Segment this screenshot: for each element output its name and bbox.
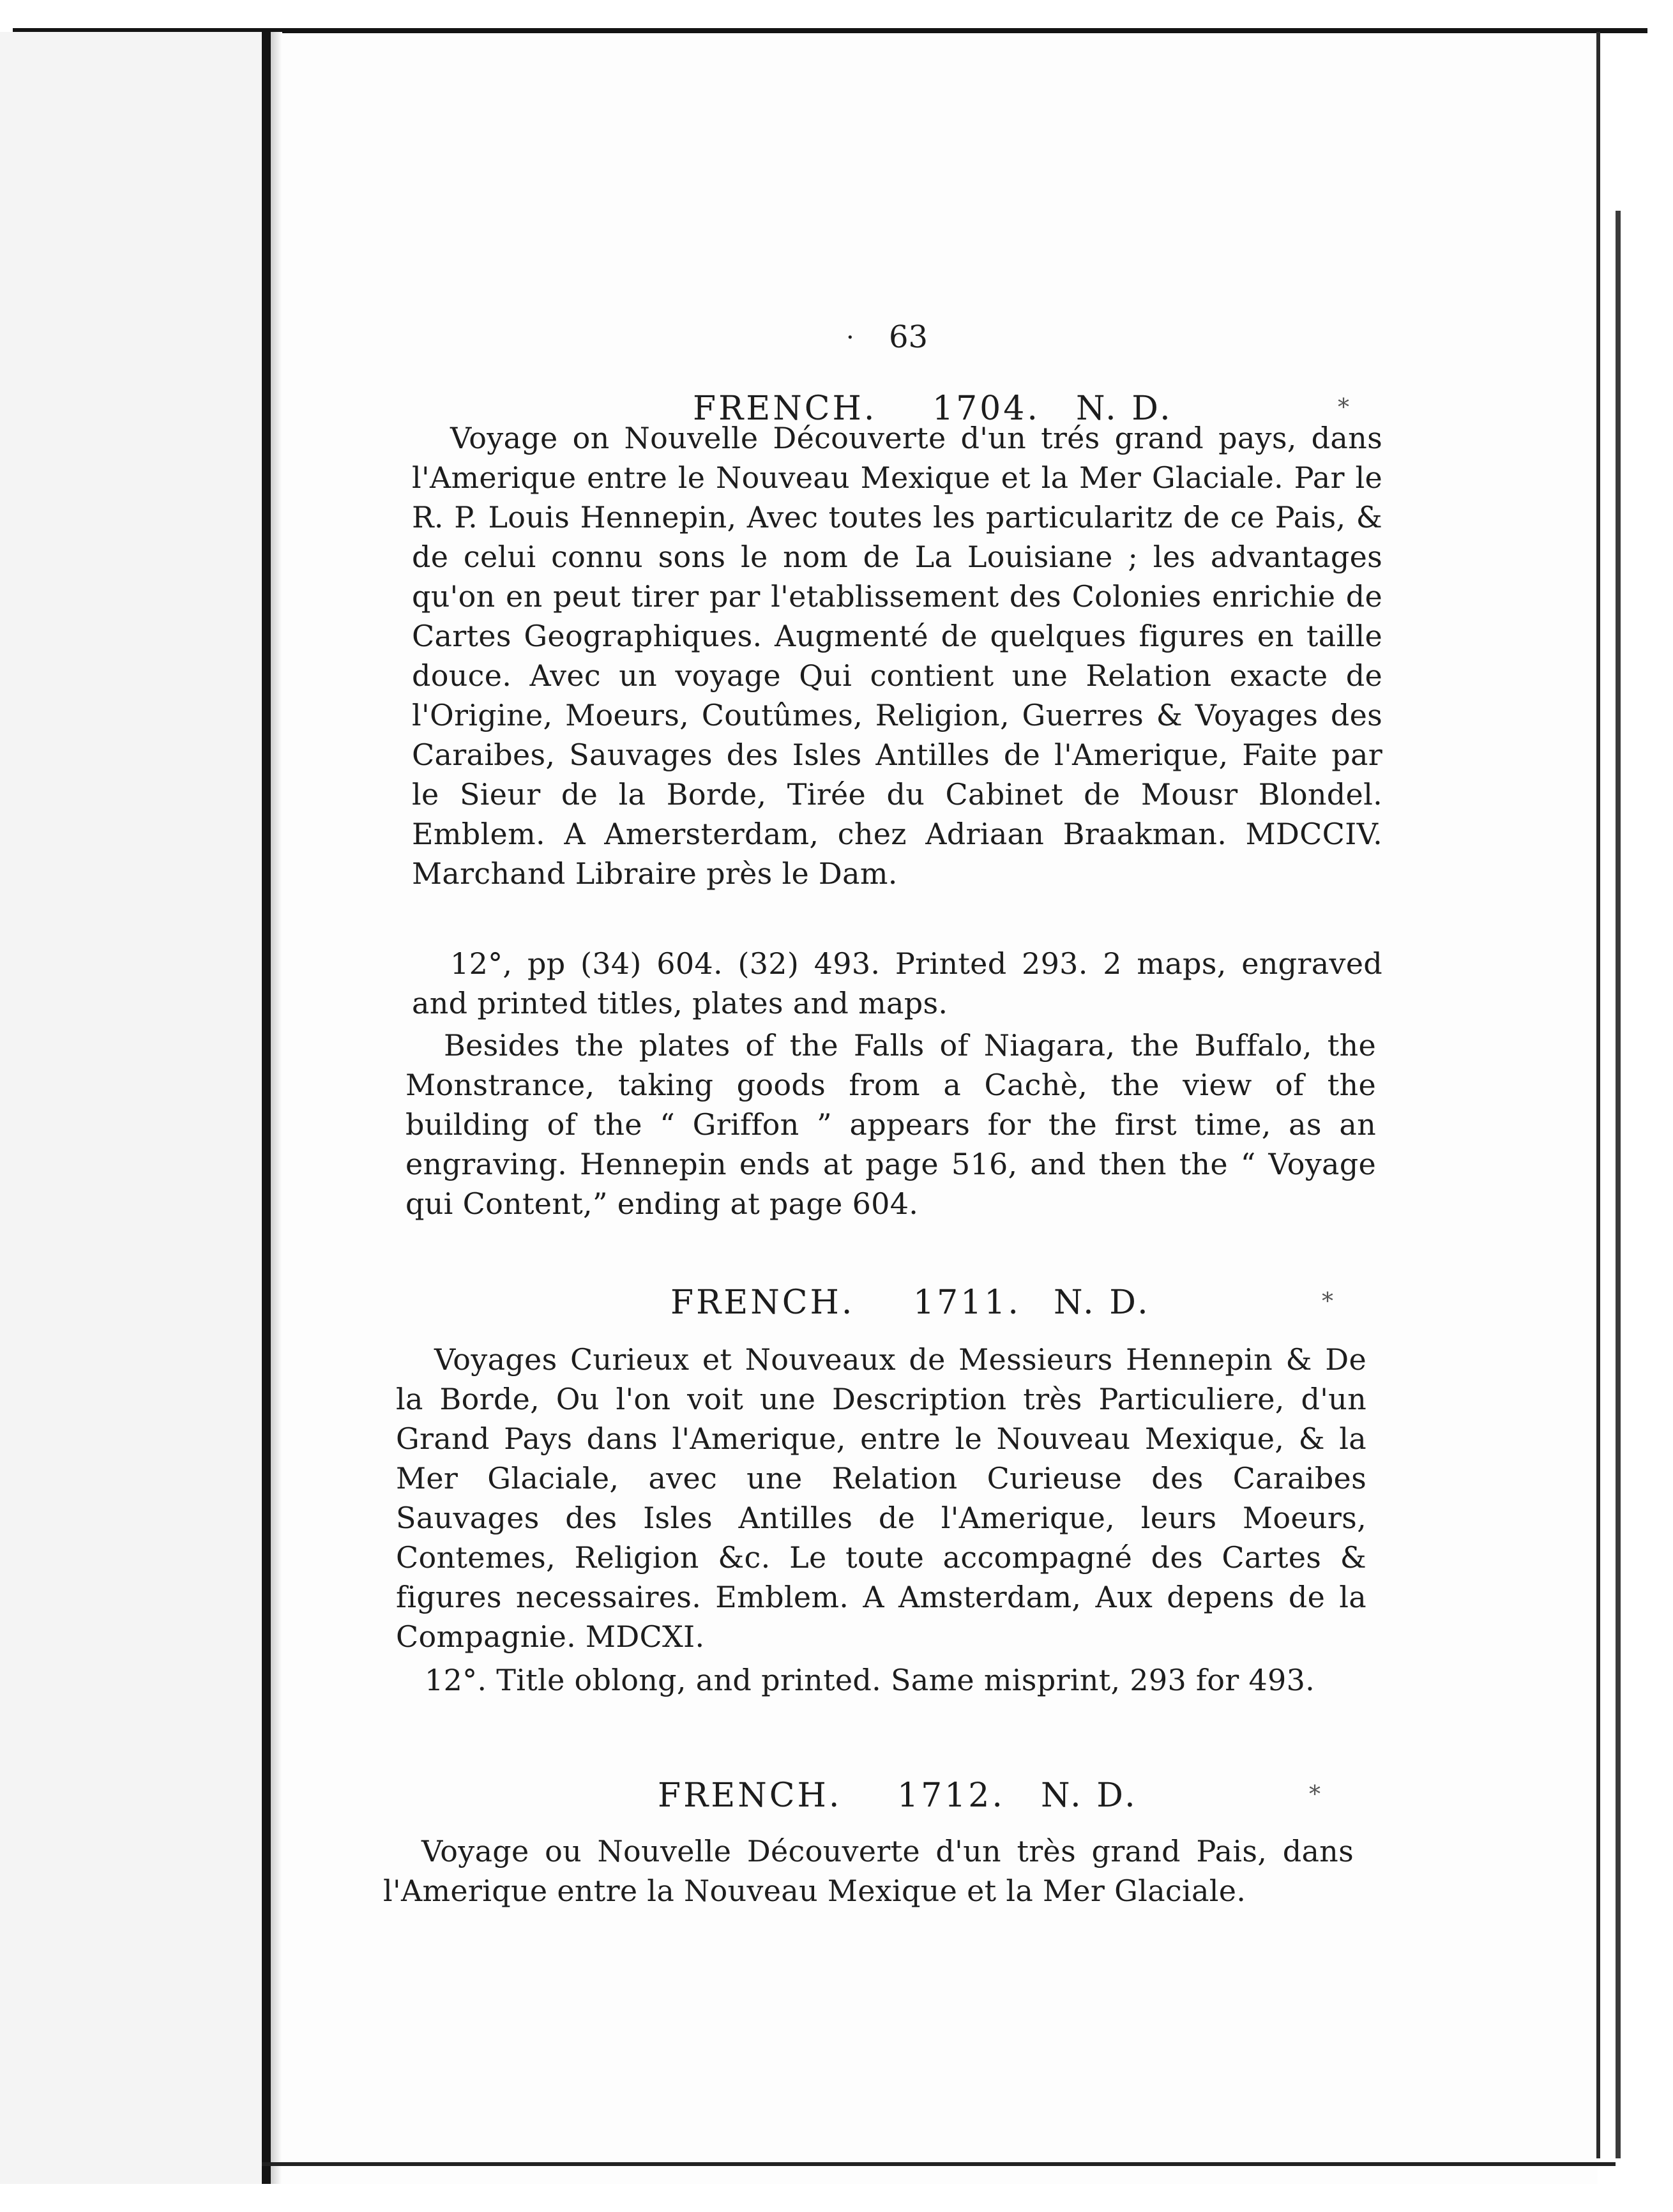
asterisk-mark: * xyxy=(1322,1289,1336,1315)
collation-note: 12°. Title oblong, and printed. Same misprint, 293 for 493. xyxy=(425,1663,1315,1697)
right-page-edge xyxy=(1596,32,1600,2158)
collation-note: 12°, pp (34) 604. (32) 493. Printed 293. 2 maps, engraved and printed titles, plates and maps. xyxy=(412,946,1382,1020)
bibliographic-entry: Voyage on Nouvelle Découverte d'un trés grand pays, dans l'Amerique entre le Nouveau Mexique et la Mer Glaciale. Par le R. P. Louis Hennepin, Avec toutes les particularitz de ce Pais, & de celui connu sons le nom de La Louisiane ; les advantages qu'on en peut tirer par l'etablissement des Colonies enrichie de Cartes Geographiques. Augmenté de quelques figures en taille douce. Avec un voyage Qui contient une Relation exacte de l'Origine, Moeurs, Coutûmes, Religion, Guerres & Voyages des Caraibes, Sauvages des Isles Antilles de l'Amerique, Faite par le Sieur de la Borde, Tirée du Cabinet de Mousr Blondel. Emblem. A Amersterdam, chez Adriaan Braakman. MDCCIV. Marchand Libraire près le Dam. xyxy=(412,421,1382,891)
heading-place: N. D. xyxy=(1054,1284,1151,1322)
asterisk-mark: * xyxy=(1338,395,1352,421)
heading-year: 1712. xyxy=(897,1776,1005,1815)
page-marker: · xyxy=(846,323,854,352)
heading-language: FRENCH. xyxy=(658,1776,842,1815)
bottom-page-edge xyxy=(262,2162,1616,2166)
section-heading xyxy=(670,1284,1373,1328)
book-gutter xyxy=(271,32,282,2184)
heading-year: 1704. xyxy=(932,390,1040,428)
heading-language: FRENCH. xyxy=(693,390,877,428)
section-heading xyxy=(658,1776,1360,1821)
heading-year: 1711. xyxy=(913,1284,1021,1322)
right-page-edge xyxy=(1616,211,1621,2158)
left-page xyxy=(0,32,271,2184)
description-note: Besides the plates of the Falls of Niagara, the Buffalo, the Monstrance, taking goods from a Cachè, the view of the building of the “ Griffon ” appears for the first time, as an engraving. Hennepin ends at page 516, and then the “ Voyage qui Content,” ending at page 604. xyxy=(405,1028,1376,1221)
bibliographic-entry: Voyage ou Nouvelle Découverte d'un très grand Pais, dans l'Amerique entre la Nouveau Mexique et la Mer Glaciale. xyxy=(383,1834,1354,1908)
page-number: 63 xyxy=(889,319,928,355)
heading-place: N. D. xyxy=(1076,390,1173,428)
heading-place: N. D. xyxy=(1041,1776,1138,1815)
asterisk-mark: * xyxy=(1309,1782,1323,1808)
heading-language: FRENCH. xyxy=(670,1284,855,1322)
bibliographic-entry: Voyages Curieux et Nouveaux de Messieurs Hennepin & De la Borde, Ou l'on voit une Description très Particuliere, d'un Grand Pays dans l'Amerique, entre le Nouveau Mexique, & la Mer Glaciale, avec une Relation Curieuse des Caraibes Sauvages des Isles Antilles de l'Amerique, leurs Moeurs, Contemes, Religion &c. Le toute accompagné des Cartes & figures necessaires. Emblem. A Amsterdam, Aux depens de la Compagnie. MDCXI. xyxy=(396,1342,1366,1654)
